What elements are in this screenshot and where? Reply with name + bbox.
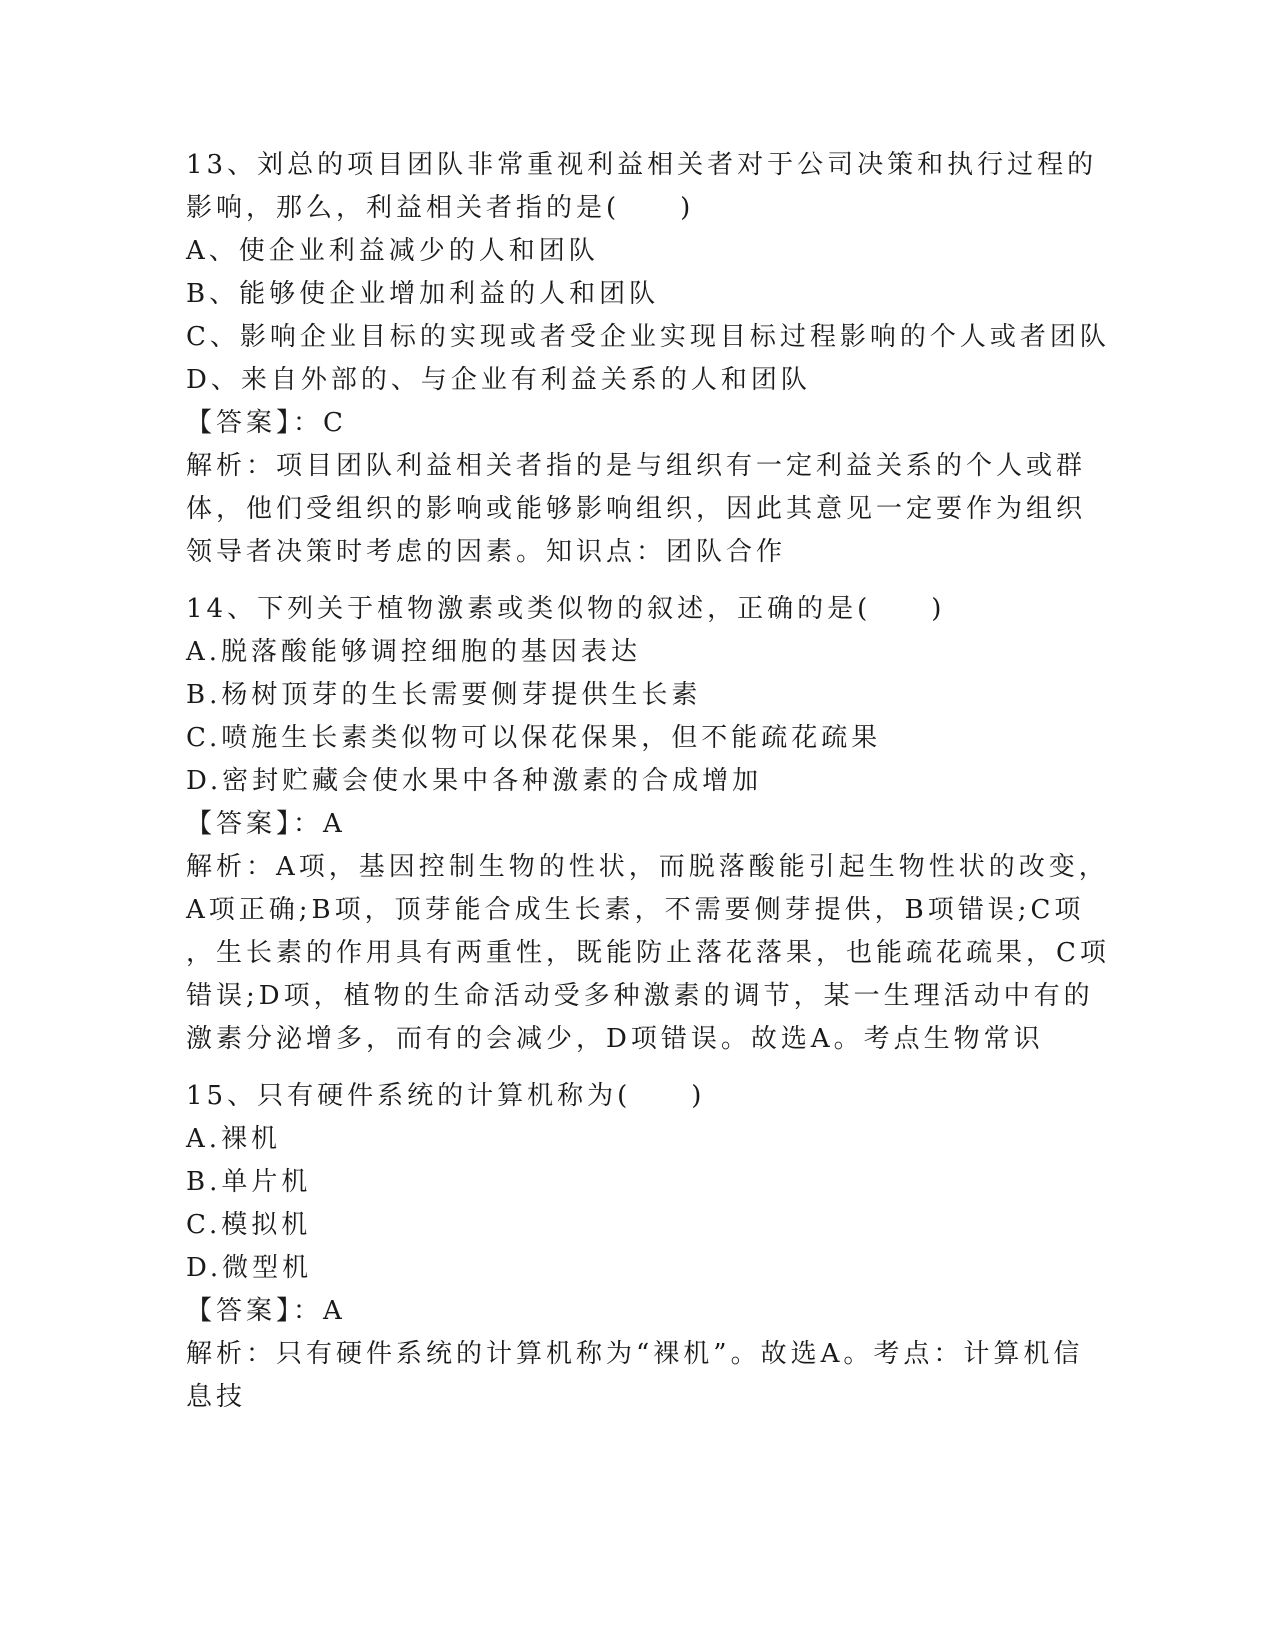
option-a: A.裸机: [186, 1124, 282, 1154]
option-d: D.微型机: [186, 1253, 313, 1283]
question-stem-line: 13、刘总的项目团队非常重视利益相关者对于公司决策和执行过程的: [186, 150, 1098, 180]
analysis-line: ，生长素的作用具有两重性，既能防止落花落果，也能疏花疏果，C项: [186, 938, 1110, 968]
analysis-line: 体，他们受组织的影响或能够影响组织，因此其意见一定要作为组织: [186, 494, 1087, 524]
question-stem-line: 14、下列关于植物激素或类似物的叙述，正确的是( ): [186, 594, 946, 624]
answer-label: 【答案】：A: [186, 1296, 346, 1326]
option-a: A、使企业利益减少的人和团队: [186, 236, 599, 266]
analysis-line: 激素分泌增多，而有的会减少，D项错误。故选A。考点生物常识: [186, 1024, 1044, 1054]
answer-label: 【答案】：A: [186, 809, 346, 839]
analysis-line: 领导者决策时考虑的因素。知识点：团队合作: [186, 537, 787, 567]
analysis-line: 解析：只有硬件系统的计算机称为“裸机”。故选A。考点：计算机信: [186, 1339, 1084, 1369]
option-a: A.脱落酸能够调控细胞的基因表达: [186, 637, 642, 667]
option-c: C、影响企业目标的实现或者受企业实现目标过程影响的个人或者团队: [186, 322, 1110, 352]
question-13: [186, 144, 1110, 574]
analysis-line: A项正确;B项，顶芽能合成生长素，不需要侧芽提供，B项错误;C项: [186, 895, 1085, 925]
option-d: D、来自外部的、与企业有利益关系的人和团队: [186, 365, 811, 395]
analysis-line: 错误;D项，植物的生命活动受多种激素的调节，某一生理活动中有的: [186, 981, 1094, 1011]
option-c: C.模拟机: [186, 1210, 312, 1240]
question-stem-line: 影响，那么，利益相关者指的是( ): [186, 193, 695, 223]
question-15: [186, 1075, 1086, 1419]
analysis-line: 解析：A项，基因控制生物的性状，而脱落酸能引起生物性状的改变，: [186, 852, 1109, 882]
option-b: B、能够使企业增加利益的人和团队: [186, 279, 660, 309]
option-c: C.喷施生长素类似物可以保花保果，但不能疏花疏果: [186, 723, 882, 753]
analysis-line: 解析：项目团队利益相关者指的是与组织有一定利益关系的个人或群: [186, 451, 1087, 481]
option-b: B.杨树顶芽的生长需要侧芽提供生长素: [186, 680, 702, 710]
question-14: [186, 588, 1110, 1061]
option-d: D.密封贮藏会使水果中各种激素的合成增加: [186, 766, 763, 796]
question-list: [186, 144, 1110, 1419]
analysis-line: 息技: [186, 1382, 247, 1412]
answer-label: 【答案】：C: [186, 408, 347, 438]
question-stem-line: 15、只有硬件系统的计算机称为( ): [186, 1081, 706, 1111]
option-b: B.单片机: [186, 1167, 312, 1197]
